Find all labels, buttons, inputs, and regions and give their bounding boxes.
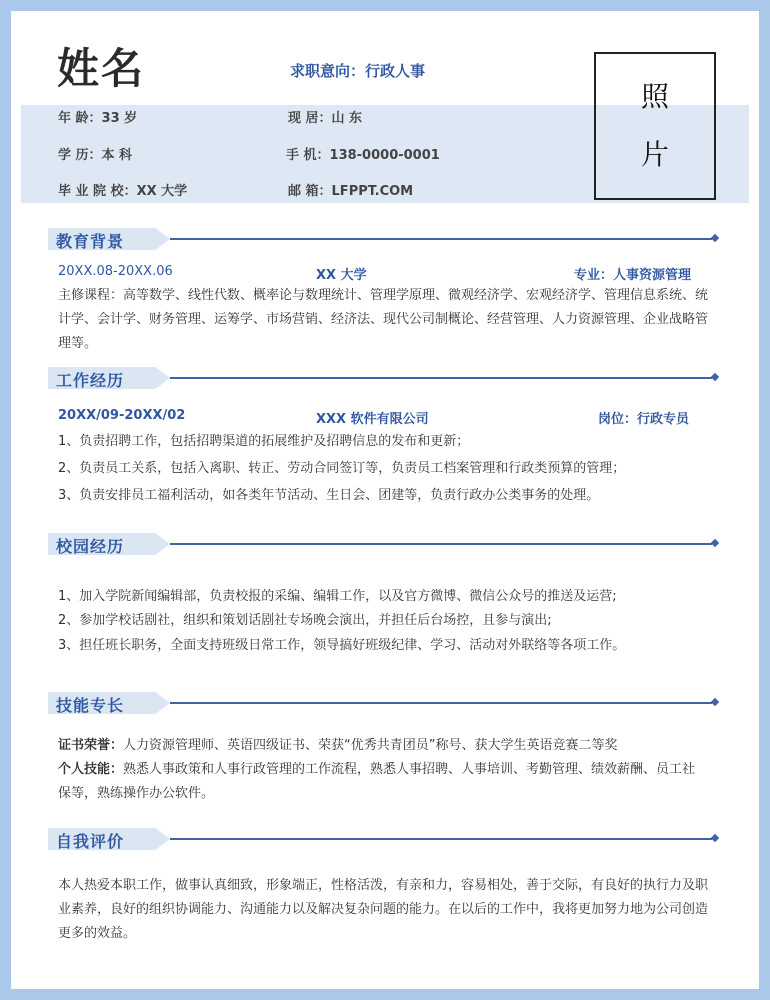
diamond-icon: [711, 539, 719, 547]
section-title-self: 自我评价: [56, 832, 125, 851]
info-email: 邮 箱：LFPPT.COM: [288, 184, 414, 199]
work-item: 3、负责安排员工福利活动，如各类年节活动、生日会、团建等，负责行政办公类事务的处理。: [58, 488, 600, 503]
section-title-work: 工作经历: [56, 371, 125, 390]
work-item: 1、负责招聘工作，包括招聘渠道的拓展维护及招聘信息的发布和更新；: [58, 434, 470, 449]
education-major: 专业：人事资源管理: [574, 268, 692, 283]
info-school: 毕 业 院 校：XX 大学: [58, 184, 188, 199]
diamond-icon: [711, 698, 719, 706]
self-evaluation: 本人热爱本职工作，做事认真细致，形象端正，性格活泼，有亲和力，容易相处，善于交际，有良好的执行力及职业素养，良好的组织协调能力、沟通能力以及解决复杂问题的能力。在以后的工作中，我将更加努力地为公司创造更多的效益。: [58, 878, 709, 941]
section-divider: [170, 543, 712, 545]
job-intent: 求职意向：行政人事: [290, 62, 426, 80]
photo-label-1: 照: [640, 80, 669, 113]
campus-item: 2、参加学校话剧社，组织和策划话剧社专场晚会演出，并担任后台场控，且参与演出;: [58, 613, 552, 628]
info-phone: 手 机：138-0000-0001: [286, 148, 440, 163]
work-position: 岗位：行政专员: [598, 412, 690, 427]
work-item: 2、负责员工关系，包括入离职、转正、劳动合同签订等，负责员工档案管理和行政类预算的管理；: [58, 461, 626, 476]
skills-certificates: [58, 734, 708, 758]
section-skills-header: [48, 692, 718, 714]
section-self-header: [48, 828, 718, 850]
skill-text: 熟悉人事政策和人事行政管理的工作流程，熟悉人事招聘、人事培训、考勤管理、绩效薪酬、员工社保等，熟练操作办公软件。: [58, 762, 696, 801]
section-title-skills: 技能专长: [56, 696, 125, 715]
section-title-campus: 校园经历: [56, 537, 125, 556]
section-divider: [170, 238, 712, 240]
campus-item: 1、加入学院新闻编辑部，负责校报的采编、编辑工作，以及官方微博、微信公众号的推送及运营;: [58, 589, 617, 604]
skills-personal: [58, 758, 708, 806]
diamond-icon: [711, 234, 719, 242]
cert-text: 人力资源管理师、英语四级证书、荣获“优秀共青团员”称号、获大学生英语竞赛二等奖: [123, 738, 618, 753]
info-residence: 现 居：山 东: [288, 111, 363, 126]
section-divider: [170, 838, 712, 840]
section-title-education: 教育背景: [56, 232, 125, 251]
skill-label: 个人技能：: [58, 762, 124, 777]
section-campus-header: [48, 533, 718, 555]
section-work-header: [48, 367, 718, 389]
work-company: XXX 软件有限公司: [316, 412, 429, 427]
education-date: 20XX.08-20XX.06: [58, 264, 173, 279]
info-education: 学 历：本 科: [58, 148, 133, 163]
education-courses: 主修课程：高等数学、线性代数、概率论与数理统计、管理学原理、微观经济学、宏观经济学、管理信息系统、统计学、会计学、财务管理、运筹学、市场营销、经济法、现代公司制概论、经营管理、人力资源管理、企业战略管理等。: [58, 288, 709, 351]
diamond-icon: [711, 834, 719, 842]
photo-label-2: 片: [640, 138, 669, 171]
section-divider: [170, 702, 712, 704]
education-school: XX 大学: [316, 268, 367, 283]
photo-placeholder: [594, 52, 716, 200]
diamond-icon: [711, 373, 719, 381]
campus-item: 3、担任班长职务，全面支持班级日常工作，领导搞好班级纪律、学习、活动对外联络等各项工作。: [58, 638, 626, 653]
candidate-name: 姓名: [57, 44, 146, 93]
info-age: 年 龄：33 岁: [58, 111, 138, 126]
section-education-header: [48, 228, 718, 250]
section-divider: [170, 377, 712, 379]
work-date: 20XX/09-20XX/02: [58, 408, 186, 423]
cert-label: 证书荣誉：: [58, 738, 124, 753]
